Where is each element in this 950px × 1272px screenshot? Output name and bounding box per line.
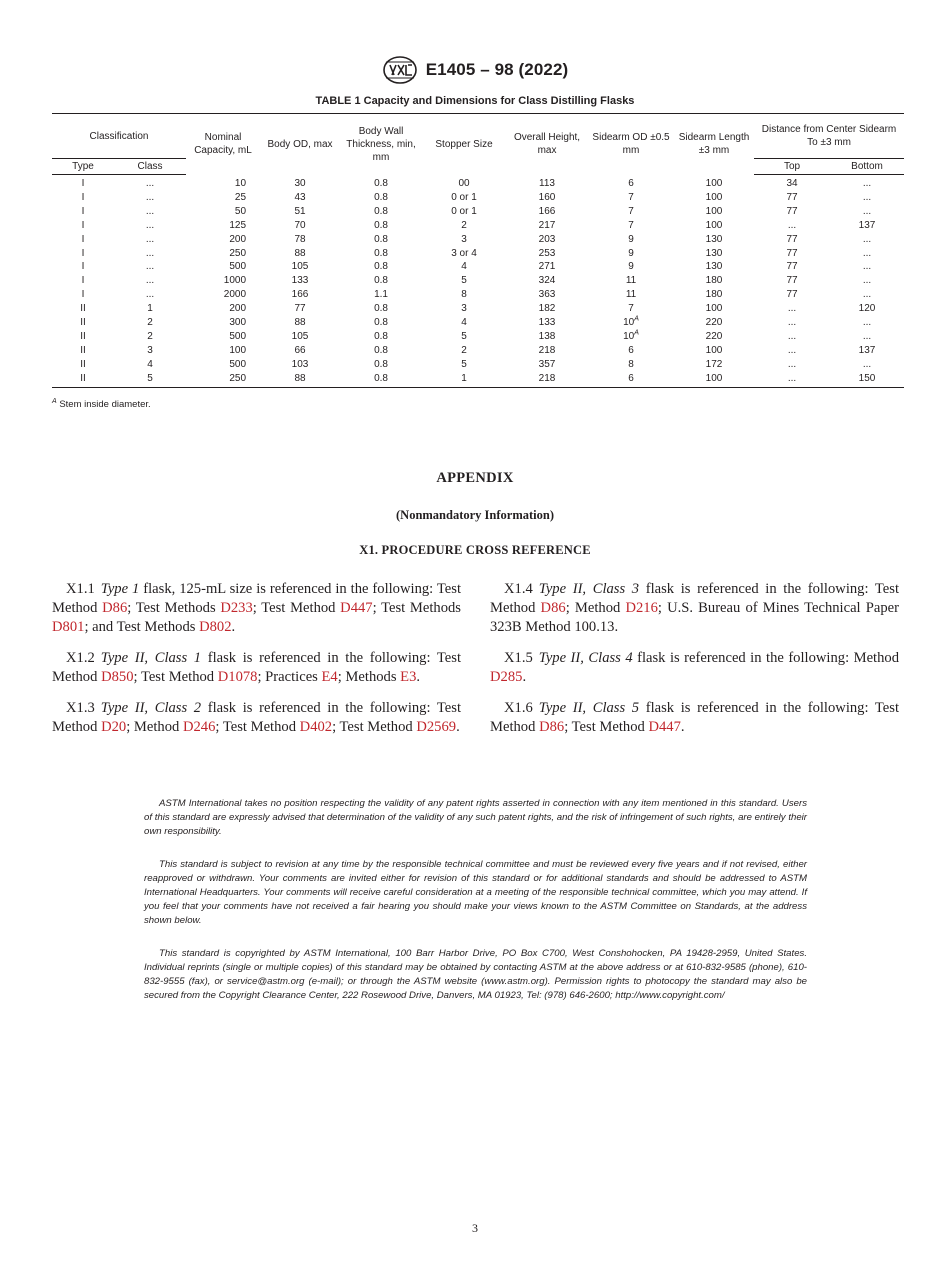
- cell-type: I: [81, 178, 85, 189]
- standard-reference-link[interactable]: D447: [648, 719, 681, 735]
- cell-class: ...: [145, 247, 155, 259]
- cell-sidearm-length: 180: [705, 289, 723, 301]
- cell-bottom: ...: [862, 275, 872, 287]
- footnote-mark: A: [52, 398, 57, 405]
- table-row: [52, 219, 904, 233]
- cell-stopper: 5: [461, 330, 467, 342]
- cell-class: 2: [147, 317, 153, 329]
- cell-sidearm-od: 7: [628, 219, 634, 231]
- cell-sidearm-od: 11: [625, 289, 637, 301]
- cell-height: 218: [506, 372, 588, 387]
- table-body: [52, 175, 904, 388]
- cell-stopper: 5: [461, 358, 467, 370]
- cell-wall: 1.1: [374, 289, 388, 301]
- standard-reference-link[interactable]: D233: [220, 600, 253, 616]
- paragraph-text: ; Test Methods: [372, 600, 461, 616]
- standard-reference-link[interactable]: D402: [299, 719, 333, 735]
- appendix-paragraph: [490, 699, 899, 737]
- cell-body-od: 88: [260, 372, 340, 387]
- cell-wall: 0.8: [374, 247, 388, 259]
- paragraph-number: X1.5: [504, 650, 533, 666]
- cell-height: 217: [538, 219, 556, 231]
- cell-capacity: 100: [229, 344, 247, 356]
- table-row: [52, 372, 904, 387]
- cell-bottom: 137: [858, 344, 876, 356]
- paragraph-number: X1.3: [66, 700, 95, 716]
- astm-logo-icon: [382, 54, 418, 86]
- cell-top: 77: [786, 261, 798, 273]
- cell-sidearm-od: 9: [628, 247, 634, 259]
- flask-type: Type II, Class 5: [538, 700, 640, 716]
- page-header: [0, 52, 950, 88]
- cell-class: ...: [145, 275, 155, 287]
- cell-capacity: 1000: [223, 275, 247, 287]
- cell-top: 77: [786, 205, 798, 217]
- paragraph-text: ; Test Method: [252, 600, 341, 616]
- cell-height: 218: [538, 344, 556, 356]
- cell-type: I: [81, 247, 85, 259]
- cell-capacity: 125: [229, 219, 247, 231]
- cell-wall: 0.8: [374, 275, 388, 287]
- header-class: Class: [114, 159, 186, 175]
- paragraph-text: .: [680, 719, 685, 735]
- cell-type: II: [80, 344, 86, 356]
- table-row: [52, 288, 904, 302]
- cell-type: I: [81, 191, 85, 203]
- cell-class: ...: [145, 261, 155, 273]
- copyright-notice: This standard is copyrighted by ASTM International, 100 Barr Harbor Drive, PO Box C700, West Conshohocken, PA 19428-2959, United States. Individual reprints (single or multiple copies) of this standard may be obtained by contacting ASTM at the above address or at 610-832-9585 (phone), 610-832-9555 (fax), or service@astm.org (e-mail); or through the ASTM website (www.astm.org). Permission rights to photocopy the standard may also be secured from the Copyright Clearance Center, 222 Rosewood Drive, Danvers, MA 01923, Tel: (978) 646-2600; http://www.copyright.com/: [144, 948, 807, 1001]
- table-row: [52, 330, 904, 344]
- standard-reference-link[interactable]: D850: [101, 669, 134, 685]
- cell-top: 77: [786, 233, 798, 245]
- cell-top: ...: [787, 358, 797, 370]
- cell-stopper: 3: [461, 303, 467, 315]
- cell-wall: 0.8: [374, 177, 388, 189]
- paragraph-text: .: [416, 669, 421, 685]
- paragraph-text: flask is referenced in the following: Test Method: [52, 700, 462, 735]
- footnote-mark: A: [634, 329, 639, 337]
- cell-wall: 0.8: [374, 317, 388, 329]
- flask-type: Type II, Class 4: [538, 650, 633, 666]
- cell-stopper: 2: [461, 219, 467, 231]
- cell-wall: 0.8: [374, 233, 388, 245]
- flask-type: Type 1: [100, 581, 140, 597]
- header-wall-thickness: Body Wall Thickness, min, mm: [340, 114, 422, 175]
- table-row: [52, 302, 904, 316]
- cell-wall: 0.8: [374, 330, 388, 342]
- cell-body-od: 70: [294, 219, 306, 231]
- cell-sidearm-od: 11: [625, 275, 637, 287]
- table-title: TABLE 1 Capacity and Dimensions for Class Distilling Flasks: [315, 95, 635, 107]
- cell-type: I: [81, 233, 85, 245]
- cell-sidearm-od: 8: [628, 358, 634, 370]
- cell-stopper: 1: [422, 372, 506, 387]
- cell-sidearm-length: 220: [705, 330, 723, 342]
- table-row: [52, 205, 904, 219]
- appendix-paragraph: [52, 649, 461, 687]
- paragraph-text: flask is referenced in the following: Test Method: [490, 700, 900, 735]
- cell-capacity: 250: [229, 247, 247, 259]
- paragraph-text: ; and Test Methods: [84, 619, 200, 635]
- cell-type: I: [81, 289, 85, 301]
- patent-notice: ASTM International takes no position respecting the validity of any patent rights asserted in connection with any item mentioned in this standard. Users of this standard are expressly advised that determination of the validity of any such patent rights, and the risk of infringement of such rights, are entirely their own responsibility.: [144, 798, 807, 837]
- cell-type: I: [81, 205, 85, 217]
- standard-reference-link[interactable]: D285: [490, 669, 523, 685]
- cell-bottom: ...: [862, 205, 872, 217]
- header-type: Type: [52, 159, 114, 175]
- cell-height: 363: [538, 289, 556, 301]
- cell-wall: 0.8: [374, 344, 388, 356]
- cell-top: ...: [787, 303, 797, 315]
- cell-class: 1: [147, 303, 153, 315]
- cell-stopper: 00: [458, 177, 470, 189]
- cell-wall: 0.8: [374, 261, 388, 273]
- cell-sidearm-od: 6: [628, 344, 634, 356]
- cell-height: 324: [538, 275, 556, 287]
- standard-reference-link[interactable]: D801: [52, 619, 85, 635]
- cell-type: II: [80, 317, 86, 329]
- cell-capacity: 2000: [223, 289, 247, 301]
- header-classification: Classification: [52, 114, 186, 159]
- cell-type: II: [52, 372, 114, 387]
- cell-capacity: 500: [229, 358, 247, 370]
- cell-sidearm-length: 100: [705, 303, 723, 315]
- cell-capacity: 50: [234, 205, 247, 217]
- cell-capacity: 300: [229, 317, 247, 329]
- standard-reference-link[interactable]: D86: [539, 719, 565, 735]
- cell-bottom: ...: [862, 233, 872, 245]
- cell-capacity: 500: [229, 261, 247, 273]
- paragraph-text: ; Test Method: [133, 669, 218, 685]
- appendix-title: APPENDIX: [436, 470, 514, 486]
- cell-capacity: 500: [229, 330, 247, 342]
- cell-height: 166: [538, 205, 556, 217]
- cell-top: 77: [786, 289, 798, 301]
- paragraph-number: X1.1: [66, 581, 95, 597]
- cell-body-od: 88: [294, 317, 306, 329]
- cell-sidearm-length: 220: [705, 317, 723, 329]
- cell-top: ...: [754, 372, 830, 387]
- cell-top: 77: [786, 275, 798, 287]
- cell-bottom: 120: [858, 303, 876, 315]
- cell-sidearm-od: 6: [588, 372, 674, 387]
- standard-reference-link[interactable]: D802: [199, 619, 232, 635]
- paragraph-text: ; Test Method: [564, 719, 649, 735]
- header-distance: Distance from Center Sidearm To ±3 mm: [754, 114, 904, 159]
- cell-class: ...: [145, 289, 155, 301]
- cell-sidearm-od: 9: [628, 233, 634, 245]
- header-top: Top: [754, 159, 830, 175]
- cell-stopper: 4: [461, 317, 467, 329]
- cell-sidearm-length: 100: [705, 177, 723, 189]
- table-row: [52, 247, 904, 261]
- cell-wall: 0.8: [340, 372, 422, 387]
- paragraph-text: ; Method: [565, 600, 626, 616]
- standard-reference-link[interactable]: D246: [182, 719, 216, 735]
- cell-sidearm-od: 7: [628, 191, 634, 203]
- cell-body-od: 51: [294, 205, 306, 217]
- table-row: [52, 316, 904, 330]
- cell-stopper: 2: [461, 344, 467, 356]
- footnote-mark: A: [634, 315, 639, 323]
- cell-bottom: ...: [862, 178, 872, 189]
- paragraph-text: .: [231, 619, 236, 635]
- standard-reference-link[interactable]: D1078: [217, 669, 258, 685]
- cell-class: 3: [147, 344, 153, 356]
- revision-notice: This standard is subject to revision at any time by the responsible technical committee and must be reviewed every five years and if not revised, either reapproved or withdrawn. Your comments are invited either for revision of this standard or for additional standards and should be addressed to ASTM International Headquarters. Your comments will receive careful consideration at a meeting of the responsible technical committee, which you may attend. If you feel that your comments have not received a fair hearing you should make your views known to the ASTM Committee on Standards, at the address shown below.: [144, 859, 807, 926]
- paragraph-number: X1.6: [504, 700, 533, 716]
- cell-sidearm-length: 100: [705, 191, 723, 203]
- header-bottom: Bottom: [830, 159, 904, 175]
- standard-reference-link[interactable]: D86: [540, 600, 566, 616]
- paragraph-text: .: [456, 719, 460, 735]
- cell-capacity: 25: [234, 191, 247, 203]
- cell-bottom: ...: [862, 289, 872, 301]
- paragraph-text: ; Test Methods: [127, 600, 221, 616]
- cell-capacity: 10: [234, 177, 247, 189]
- cell-stopper: 4: [461, 261, 467, 273]
- cell-bottom: ...: [862, 247, 872, 259]
- cell-height: 160: [538, 191, 556, 203]
- header-body-od: Body OD, max: [260, 114, 340, 175]
- cell-sidearm-length: 172: [705, 358, 723, 370]
- cell-stopper: 3: [461, 233, 467, 245]
- flask-type: Type II, Class 3: [538, 581, 640, 597]
- cell-sidearm-length: 130: [705, 261, 723, 273]
- appendix-paragraph: [490, 649, 899, 687]
- appendix-paragraph: [52, 699, 461, 737]
- cell-capacity: 200: [229, 233, 247, 245]
- cell-top: 77: [786, 247, 798, 259]
- page-number: 3: [472, 1221, 478, 1235]
- appendix-subtitle: (Nonmandatory Information): [396, 508, 554, 522]
- paragraph-text: flask is referenced in the following: Method: [632, 650, 899, 666]
- appendix-paragraph: [490, 580, 899, 637]
- cell-stopper: 3 or 4: [451, 247, 477, 259]
- cell-type: II: [80, 303, 86, 315]
- table-row: [52, 260, 904, 274]
- cell-sidearm-length: 180: [705, 275, 723, 287]
- cell-body-od: 105: [291, 330, 309, 342]
- cell-sidearm-od: 7: [628, 205, 634, 217]
- footnote-text: Stem inside diameter.: [59, 399, 151, 411]
- cell-bottom: ...: [862, 261, 872, 273]
- cell-sidearm-length: 100: [705, 205, 723, 217]
- paragraph-text: ; Method: [126, 719, 183, 735]
- paragraph-text: flask, 125-mL size is referenced in the following: Test Method: [52, 581, 461, 616]
- cell-height: 138: [538, 330, 556, 342]
- table-row: [52, 175, 904, 191]
- cell-body-od: 103: [291, 358, 309, 370]
- standard-reference-link[interactable]: D2569: [416, 719, 457, 735]
- flask-type: Type II, Class 1: [100, 650, 202, 666]
- header-capacity: Nominal Capacity, mL: [186, 114, 260, 175]
- cell-class: 2: [147, 330, 153, 342]
- cell-type: I: [81, 275, 85, 287]
- table-row: [52, 344, 904, 358]
- cell-top: ...: [787, 317, 797, 329]
- table-row: [52, 358, 904, 372]
- cell-sidearm-od: 6: [628, 177, 634, 189]
- cell-top: ...: [787, 330, 797, 342]
- cell-sidearm-length: 100: [674, 372, 754, 387]
- cell-stopper: 5: [461, 275, 467, 287]
- header-stopper-size: Stopper Size: [422, 114, 506, 175]
- flask-type: Type II, Class 2: [100, 700, 202, 716]
- cell-sidearm-length: 100: [705, 219, 723, 231]
- left-column: [52, 580, 461, 749]
- paragraph-text: ; U.S. Bureau of Mines Technical Paper 323B Method 100.13.: [490, 600, 899, 635]
- header-overall-height: Overall Height, max: [506, 114, 588, 175]
- standard-reference-link[interactable]: E4: [321, 669, 338, 685]
- standard-reference-link[interactable]: D86: [102, 600, 128, 616]
- cell-wall: 0.8: [374, 303, 388, 315]
- standard-designation: E1405 – 98 (2022): [425, 60, 569, 79]
- cell-class: ...: [145, 219, 155, 231]
- section-title: X1. PROCEDURE CROSS REFERENCE: [359, 543, 591, 557]
- paragraph-text: flask is referenced in the following: Test Method: [52, 650, 462, 685]
- cell-top: ...: [787, 219, 797, 231]
- paragraph-text: ; Methods: [337, 669, 401, 685]
- cell-type: I: [81, 261, 85, 273]
- cell-bottom: ...: [862, 358, 872, 370]
- paragraph-text: ; Practices: [257, 669, 322, 685]
- cell-class: 5: [114, 372, 186, 387]
- cell-stopper: 0 or 1: [451, 191, 477, 203]
- paragraph-text: .: [522, 669, 527, 685]
- cell-top: ...: [787, 344, 797, 356]
- cell-body-od: 43: [294, 191, 306, 203]
- cell-body-od: 105: [291, 261, 309, 273]
- cell-type: II: [80, 330, 86, 342]
- cell-wall: 0.8: [374, 205, 388, 217]
- cell-height: 271: [538, 261, 556, 273]
- cell-body-od: 78: [294, 233, 306, 245]
- cell-wall: 0.8: [374, 191, 388, 203]
- cell-class: 4: [147, 358, 153, 370]
- cell-class: ...: [145, 191, 155, 203]
- flask-dimensions-table: [52, 113, 904, 388]
- cell-sidearm-od: $10^A$: [623, 315, 639, 329]
- table-row: [52, 191, 904, 205]
- cell-class: ...: [145, 233, 155, 245]
- paragraph-text: ; Test Method: [215, 719, 300, 735]
- cell-height: 253: [538, 247, 556, 259]
- cell-sidearm-length: 130: [705, 247, 723, 259]
- cell-class: ...: [145, 205, 155, 217]
- cell-sidearm-od: $10^A$: [623, 329, 639, 342]
- cell-capacity: 250: [186, 372, 260, 387]
- table-footnote: [52, 398, 151, 410]
- cell-sidearm-length: 100: [705, 344, 723, 356]
- cell-body-od: 77: [294, 303, 306, 315]
- cell-sidearm-od: 9: [628, 261, 634, 273]
- paragraph-number: X1.2: [66, 650, 95, 666]
- cell-bottom: 137: [858, 219, 876, 231]
- header-sidearm-length: Sidearm Length ±3 mm: [674, 114, 754, 175]
- cell-stopper: 0 or 1: [451, 205, 477, 217]
- cell-height: 182: [538, 303, 556, 315]
- cell-sidearm-length: 130: [705, 233, 723, 245]
- cell-height: 203: [538, 233, 556, 245]
- cell-stopper: 8: [461, 289, 467, 301]
- header-sidearm-od: Sidearm OD ±0.5 mm: [588, 114, 674, 175]
- standard-reference-link[interactable]: D216: [625, 600, 658, 616]
- table-row: [52, 274, 904, 288]
- paragraph-text: flask is referenced in the following: Test Method: [490, 581, 900, 616]
- cell-bottom: ...: [862, 317, 872, 329]
- cell-height: 357: [538, 358, 556, 370]
- cell-type: II: [80, 358, 86, 370]
- cell-bottom: ...: [862, 330, 872, 342]
- standard-reference-link[interactable]: D447: [340, 600, 373, 616]
- standard-reference-link[interactable]: E3: [400, 669, 417, 685]
- cell-bottom: ...: [862, 191, 872, 203]
- cell-bottom: 150: [830, 372, 904, 387]
- cell-height: 133: [538, 317, 556, 329]
- cell-wall: 0.8: [374, 219, 388, 231]
- paragraph-number: X1.4: [504, 581, 533, 597]
- cell-body-od: 66: [294, 344, 306, 356]
- cell-class: ...: [145, 178, 155, 189]
- paragraph-text: ; Test Method: [332, 719, 417, 735]
- cell-body-od: 88: [294, 247, 306, 259]
- cell-type: I: [81, 219, 85, 231]
- cell-body-od: 166: [291, 289, 309, 301]
- cell-capacity: 200: [229, 303, 247, 315]
- cell-top: 77: [786, 191, 798, 203]
- table-row: [52, 233, 904, 247]
- cell-height: 113: [539, 177, 555, 189]
- cell-sidearm-od: 7: [628, 303, 634, 315]
- cell-wall: 0.8: [374, 358, 388, 370]
- appendix-paragraph: [52, 580, 461, 637]
- cell-top: 34: [786, 178, 798, 189]
- right-column: [490, 580, 899, 749]
- cell-body-od: 133: [291, 275, 309, 287]
- standard-reference-link[interactable]: D20: [101, 719, 127, 735]
- cell-body-od: 30: [294, 177, 306, 189]
